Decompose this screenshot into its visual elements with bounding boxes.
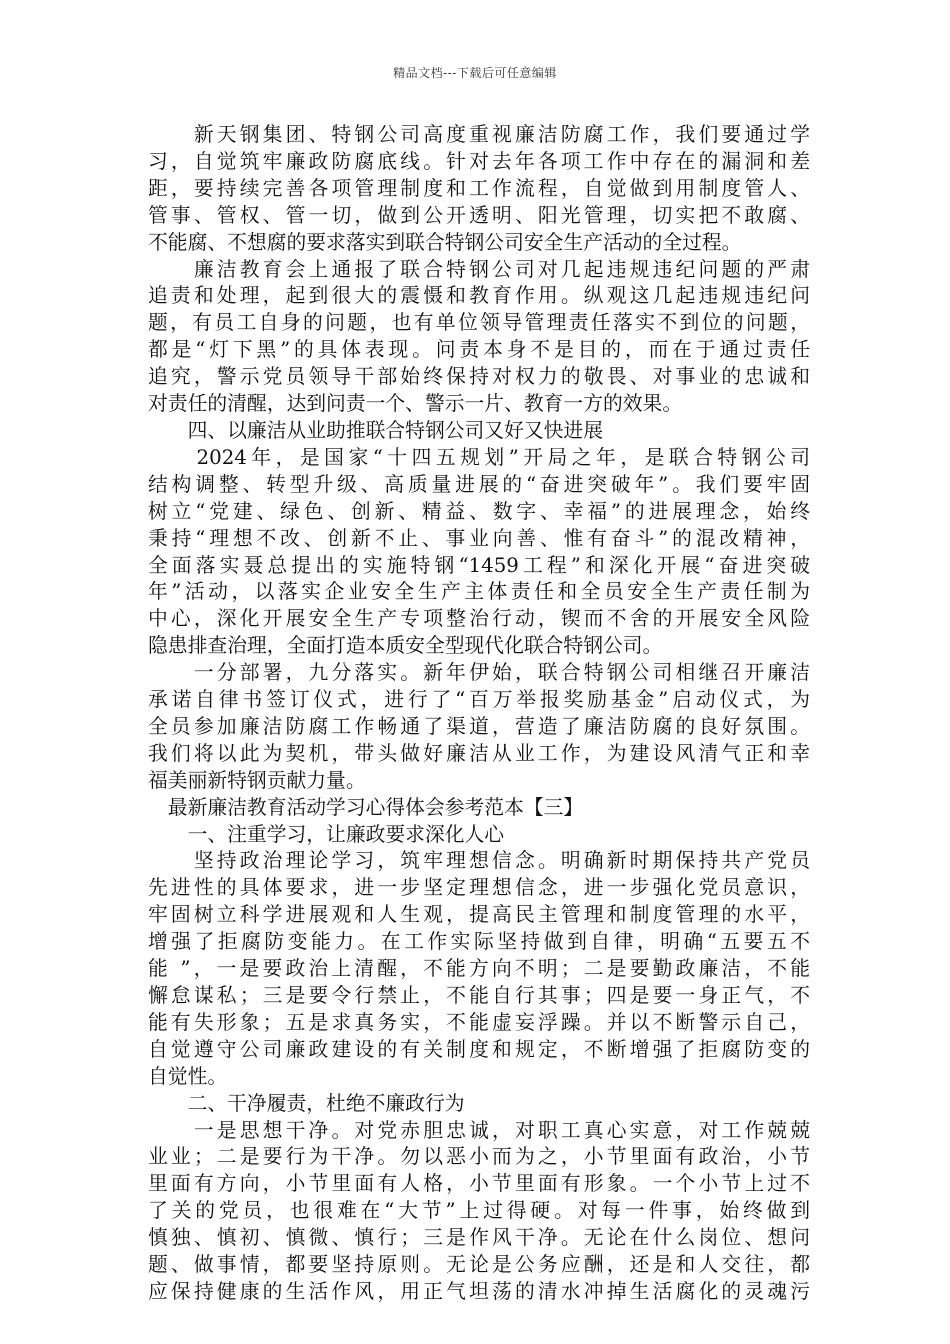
paragraph: [148, 122, 810, 257]
paragraph-line: 题、做事情，都要坚持原则。无论是公务应酬，还是和人交往，都: [148, 1253, 810, 1277]
paragraph-line: 一分部署，九分落实。新年伊始，联合特钢公司相继召开廉洁: [148, 661, 810, 685]
paragraph-line: 自觉遵守公司廉政建设的有关制度和规定，不断增强了拒腐防变的: [148, 1037, 810, 1061]
section-heading: [148, 795, 810, 822]
paragraph-line: 全面落实聂总提出的实施特钢“1459工程”和深化开展“奋进突破: [148, 553, 810, 577]
page-header: 精品文档---下载后可任意编辑: [393, 66, 557, 80]
paragraph-line: 业业；二是要行为干净。勿以恶小而为之，小节里面有政治，小节: [148, 1145, 810, 1169]
paragraph-line: 承诺自律书签订仪式，进行了“百万举报奖励基金”启动仪式，为: [148, 688, 810, 712]
heading-text: 一、注重学习，让廉政要求深化人心: [148, 822, 505, 846]
paragraph-line: 牢固树立科学进展观和人生观，提高民主管理和制度管理的水平，: [148, 903, 810, 927]
paragraph-line: 廉洁教育会上通报了联合特钢公司对几起违规违纪问题的严肃: [148, 257, 810, 281]
paragraph-line: 结构调整、转型升级、高质量进展的“奋进突破年”。我们要牢固: [148, 472, 810, 496]
paragraph-line: 一是思想干净。对党赤胆忠诚，对职工真心实意，对工作兢兢: [148, 1118, 810, 1142]
paragraph-line: 我们将以此为契机，带头做好廉洁从业工作，为建设风清气正和幸: [148, 741, 810, 765]
document-body: [148, 122, 810, 1306]
paragraph-line: 全员参加廉洁防腐工作畅通了渠道，营造了廉洁防腐的良好氛围。: [148, 714, 810, 738]
paragraph: [148, 848, 810, 1090]
paragraph-line: 应保持健康的生活作风，用正气坦荡的清水冲掉生活腐化的灵魂污: [148, 1279, 810, 1303]
paragraph-line: 里面有方向，小节里面有人格，小节里面有形象。一个小节上过不: [148, 1172, 810, 1196]
paragraph-line: 能有失形象；五是求真务实，不能虚妄浮躁。并以不断警示自己，: [148, 1010, 810, 1034]
paragraph-line: 习，自觉筑牢廉政防腐底线。针对去年各项工作中存在的漏洞和差: [148, 149, 810, 173]
heading-text: 二、干净履责，杜绝不廉政行为: [148, 1091, 465, 1115]
heading-text: 最新廉洁教育活动学习心得体会参考范本【三】: [148, 795, 584, 819]
paragraph-line: 题，有员工自身的问题，也有单位领导管理责任落实不到位的问题，: [148, 311, 810, 335]
paragraph-line: 秉持“理想不改、创新不止、事业向善、惟有奋斗”的混改精神，: [148, 526, 810, 550]
paragraph-line: 树立“党建、绿色、创新、精益、数字、幸福”的进展理念，始终: [148, 499, 810, 523]
paragraph-line: 自觉性。: [148, 1064, 228, 1088]
paragraph-line: 管事、管权、管一切，做到公开透明、阳光管理，切实把不敢腐、: [148, 203, 810, 227]
section-heading: [148, 822, 810, 849]
paragraph-line: 福美丽新特钢贡献力量。: [148, 768, 366, 792]
paragraph-line: 增强了拒腐防变能力。在工作实际坚持做到自律，明确“五要五不: [148, 930, 810, 954]
paragraph-line: 都是“灯下黑”的具体表现。问责本身不是目的，而在于通过责任: [148, 338, 810, 362]
paragraph-line: 慎独、慎初、慎微、慎行；三是作风干净。无论在什么岗位、想问: [148, 1226, 810, 1250]
paragraph: [148, 445, 810, 660]
paragraph-line: 先进性的具体要求，进一步坚定理想信念，进一步强化党员意识，: [148, 876, 810, 900]
section-heading: [148, 1091, 810, 1118]
paragraph: [148, 660, 810, 795]
paragraph-line: 懈怠谋私；三是要令行禁止，不能自行其事；四是要一身正气，不: [148, 984, 810, 1007]
paragraph-line: 距，要持续完善各项管理制度和工作流程，自觉做到用制度管人、: [148, 176, 810, 200]
paragraph-line: 能 ”，一是要政治上清醒，不能方向不明；二是要勤政廉洁，不能: [148, 957, 810, 981]
paragraph-line: 追责和处理，起到很大的震慑和教育作用。纵观这几起违规违纪问: [148, 284, 810, 308]
paragraph-line: 坚持政治理论学习，筑牢理想信念。明确新时期保持共产党员: [148, 849, 810, 873]
paragraph-line: 2024年，是国家“十四五规划”开局之年，是联合特钢公司: [148, 445, 810, 469]
paragraph-line: 新天钢集团、特钢公司高度重视廉洁防腐工作，我们要通过学: [148, 123, 810, 146]
paragraph-line: 中心，深化开展安全生产专项整治行动，锲而不舍的开展安全风险: [148, 607, 810, 631]
paragraph: [148, 1118, 810, 1306]
paragraph-line: 了关的党员，也很难在“大节”上过得硬。对每一件事，始终做到: [148, 1199, 810, 1223]
section-heading: [148, 418, 810, 445]
heading-text: 四、以廉洁从业助推联合特钢公司又好又快进展: [148, 418, 603, 442]
paragraph-line: 隐患排查治理，全面打造本质安全型现代化联合特钢公司。: [148, 634, 663, 658]
paragraph-line: 年”活动，以落实企业安全生产主体责任和全员安全生产责任制为: [148, 580, 810, 604]
paragraph-line: 对责任的清醒，达到问责一个、警示一片、教育一方的效果。: [148, 392, 683, 416]
paragraph-line: 不能腐、不想腐的要求落实到联合特钢公司安全生产活动的全过程。: [148, 230, 742, 254]
paragraph: [148, 257, 810, 418]
paragraph-line: 追究，警示党员领导干部始终保持对权力的敬畏、对事业的忠诚和: [148, 365, 810, 389]
